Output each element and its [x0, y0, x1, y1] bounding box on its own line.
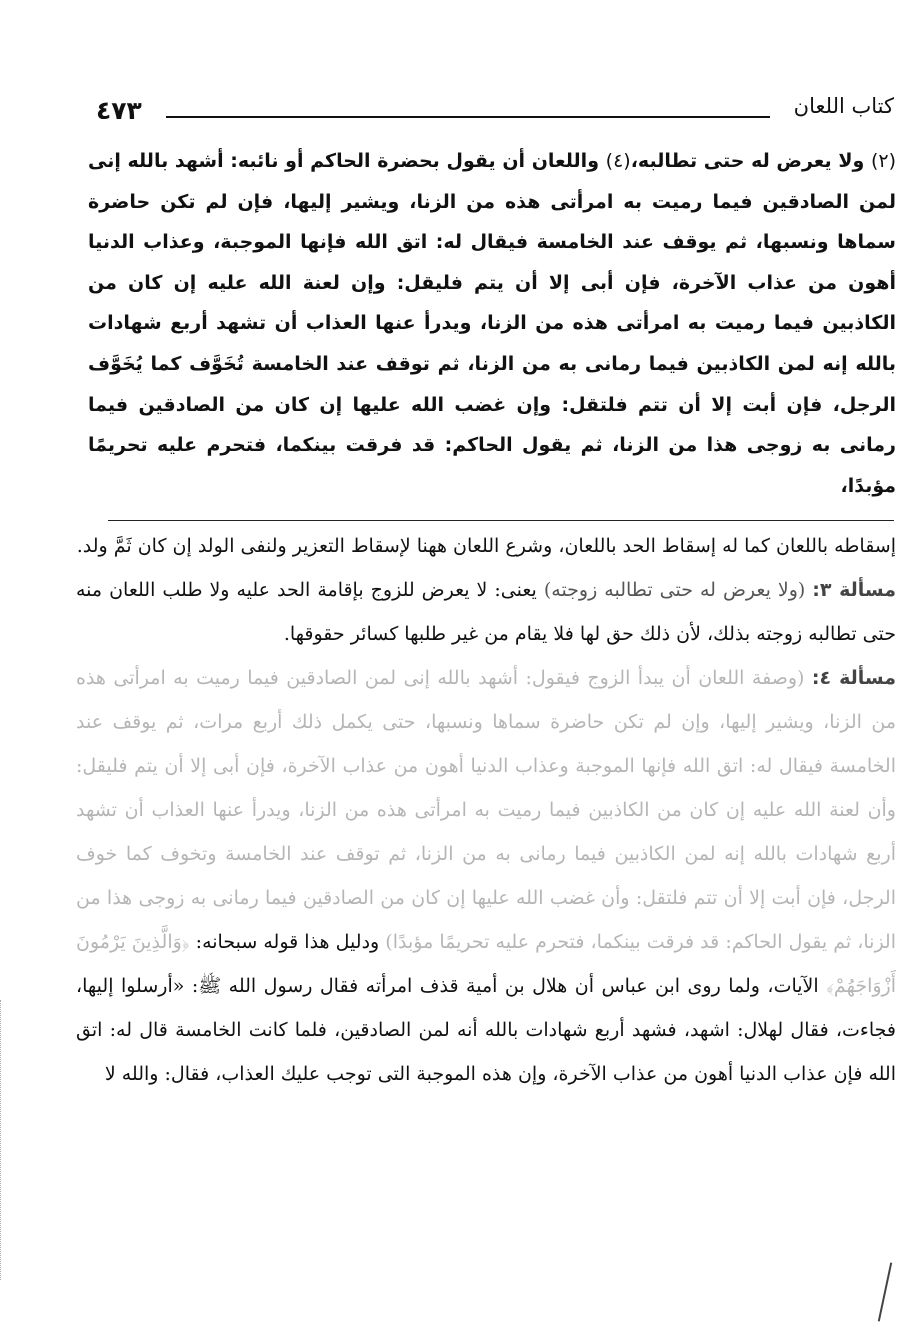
note-marker: (٢): [870, 150, 896, 172]
matn-text: [88, 141, 896, 506]
masala-label: مسألة ٣:: [812, 579, 896, 601]
sharh-commentary: [76, 524, 896, 1096]
sharh-text: ودليل هذا قوله سبحانه:: [189, 931, 386, 953]
matn-segment: واللعان أن يقول بحضرة الحاكم أو نائبه: أشهد بالله إنى لمن الصادقين فيما رميت به امرأتى هذه من الزنا، ويشير إليها، فإن لم تكن حاضرة سماها ونسبها، ثم يوقف عند الخامسة فيقال له: اتق الله فإنها الموجبة، وعذاب الدنيا أهون من عذاب الآخرة، فإن أبى إلا أن يتم فليقل: وإن لعنة الله عليه إن كان من الكاذبين فيما رميت به امرأتى هذه من الزنا، ويدرأ عنها العذاب أن تشهد أربع شهادات بالله إنه لمن الكاذبين فيما رمانى به من الزنا، ثم توقف عند الخامسة تُخَوَّف كما يُخَوَّف الرجل، فإن أبت إلا أن تتم فلتقل: وإن غضب الله عليها إن كان من الصادقين فيما رمانى به زوجى هذا من الزنا، ثم يقول الحاكم: قد فرقت بينكما، فتحرم عليه تحريمًا مؤبدًا،: [88, 150, 896, 497]
scan-stray-stroke: [878, 1262, 892, 1321]
chapter-title: كتاب اللعان: [793, 94, 894, 118]
masala-label: مسألة ٤:: [811, 667, 896, 689]
quran-reference: ﴿وَالَّذِينَ يَرْمُونَ أَزْوَاجَهُمْ﴾: [76, 931, 896, 997]
matn-sharh-divider: [108, 520, 894, 521]
sharh-paragraph: إسقاطه باللعان كما له إسقاط الحد باللعان، وشرع اللعان ههنا لإسقاط التعزير ولنفى الولد إن كان ثَمَّ ولد.: [76, 535, 896, 557]
header-rule: [166, 116, 770, 118]
faded-quoted-matn: (وصفة اللعان أن يبدأ الزوج فيقول: أشهد بالله إنى لمن الصادقين فيما رميت به امرأتى هذه من الزنا، ويشير إليها، وإن لم تكن حاضرة سماها ونسبها، حتى يكمل ذلك أربع مرات، ثم يوقف عند الخامسة فيقال له: اتق الله فإنها الموجبة وعذاب الدنيا أهون من عذاب الآخرة، فإن أبى إلا أن يتم فليقل: وأن لعنة الله عليه إن كان من الكاذبين فيما رميت به امرأتى هذه من الزنا، ويدرأ عنها العذاب أن تشهد أربع شهادات بالله إنه لمن الكاذبين فيما رمانى به من الزنا، ثم توقف عند الخامسة وتخوف كما خوف الرجل، فإن أبت إلا أن تتم فلتقل: وأن غضب الله عليها إن كان من الصادقين فيما رمانى به زوجى هذا من الزنا، ثم يقول الحاكم: قد فرقت بينكما، فتحرم عليه تحريمًا مؤبدًا): [76, 667, 896, 953]
masala-3: [76, 568, 896, 656]
sharh-text: الآيات، ولما روى ابن عباس أن هلال بن أمية قذف امرأته فقال رسول الله ﷺ: «أرسلوا إليها، فجاءت، فقال لهلال: اشهد، فشهد أربع شهادات بالله أنه لمن الصادقين، فلما كانت الخامسة قال له: اتق الله فإن عذاب الدنيا أهون من عذاب الآخرة، وإن هذه الموجبة التى توجب عليك العذاب، فقال: والله لا: [76, 975, 896, 1085]
page-number: ٤٧٣: [96, 96, 142, 125]
masala-4: [76, 656, 896, 1096]
matn-segment: ولا يعرض له حتى تطالبه،: [630, 150, 871, 172]
page-header: [96, 92, 896, 128]
note-marker: (٤): [605, 150, 631, 172]
scan-margin-mark: [0, 1000, 7, 1280]
sharh-text: يعنى: لا يعرض للزوج بإقامة الحد عليه ولا طلب اللعان منه حتى تطالبه زوجته بذلك، لأن ذلك حق لها فلا يقام من غير طلبها كسائر حقوقها.: [76, 579, 896, 645]
quoted-matn: (ولا يعرض له حتى تطالبه زوجته): [543, 579, 813, 601]
